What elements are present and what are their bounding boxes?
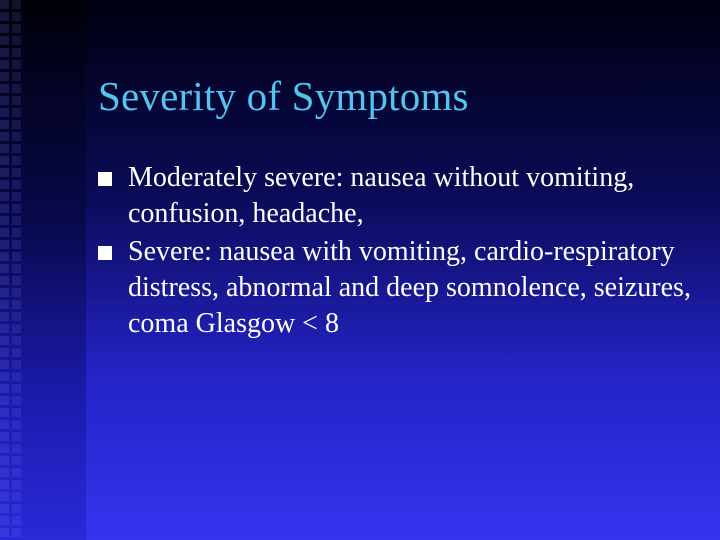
bullet-list xyxy=(98,160,698,344)
square-bullet-icon xyxy=(98,172,112,186)
bullet-text: Moderately severe: nausea without vomiting, confusion, headache, xyxy=(128,162,635,229)
left-decorative-strip xyxy=(0,0,86,540)
bullet-item-severe xyxy=(98,234,698,342)
square-bullet-icon xyxy=(98,246,112,260)
bullet-text: Severe: nausea with vomiting, cardio-respiratory distress, abnormal and deep somnolence, seizures, coma Glasgow < 8 xyxy=(128,236,691,339)
square-pattern-decoration xyxy=(0,0,24,540)
slide-title: Severity of Symptoms xyxy=(98,73,469,119)
bullet-item-moderately-severe xyxy=(98,160,698,232)
